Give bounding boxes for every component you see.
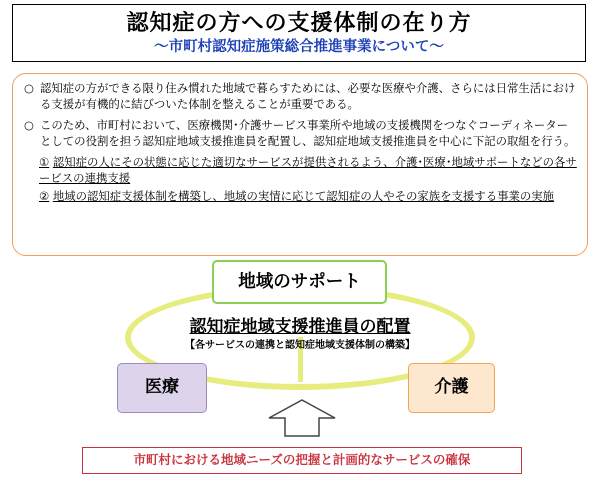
paragraph-text: このため、市町村において、医療機関･介護サービス事業所や地域の支援機関をつなぐコーディネーターとしての役割を担う認知症地域支援推進員を配置し、認知症地域支援推進員を中心に下記の取組を行う。	[40, 118, 576, 148]
care-box: 介護	[408, 363, 495, 413]
coordinator-subtitle: 【各サービスの連携と認知症地域支援体制の構築】	[185, 340, 415, 351]
bullet-icon: ○	[24, 118, 34, 132]
item-marker: ②	[39, 189, 50, 203]
paragraph-text: 認知症の方ができる限り住み慣れた地域で暮らすためには、必要な医療や介護、さらには日常生活における支援が有機的に結びついた体制を整えることが重要である。	[40, 81, 576, 111]
up-arrow-icon	[267, 398, 337, 438]
page-title: 認知症の方への支援体制の在り方	[126, 11, 472, 36]
regional-support-box: 地域のサポート	[212, 260, 387, 304]
item-marker: ①	[39, 155, 50, 169]
list-item	[37, 188, 577, 204]
page-subtitle: ～市町村認知症施策総合推進事業について～	[154, 39, 444, 55]
item-text: 認知症の人にその状態に応じた適切なサービスが提供されるよう、介護･医療･地域サポートなどの各サービスの連携支援	[39, 155, 577, 185]
info-paragraph	[23, 117, 577, 149]
title-box	[12, 4, 586, 62]
info-paragraph	[23, 80, 577, 112]
needs-assessment-box: 市町村における地域ニーズの把握と計画的なサービスの確保	[82, 447, 522, 474]
medical-box: 医療	[117, 363, 207, 413]
list-item	[37, 154, 577, 186]
coordinator-title: 認知症地域支援推進員の配置	[189, 317, 411, 337]
bullet-icon: ○	[24, 81, 34, 95]
info-box	[12, 73, 588, 256]
item-text: 地域の認知症支援体制を構築し、地域の実情に応じて認知症の人やその家族を支援する事業の実施	[52, 189, 555, 203]
